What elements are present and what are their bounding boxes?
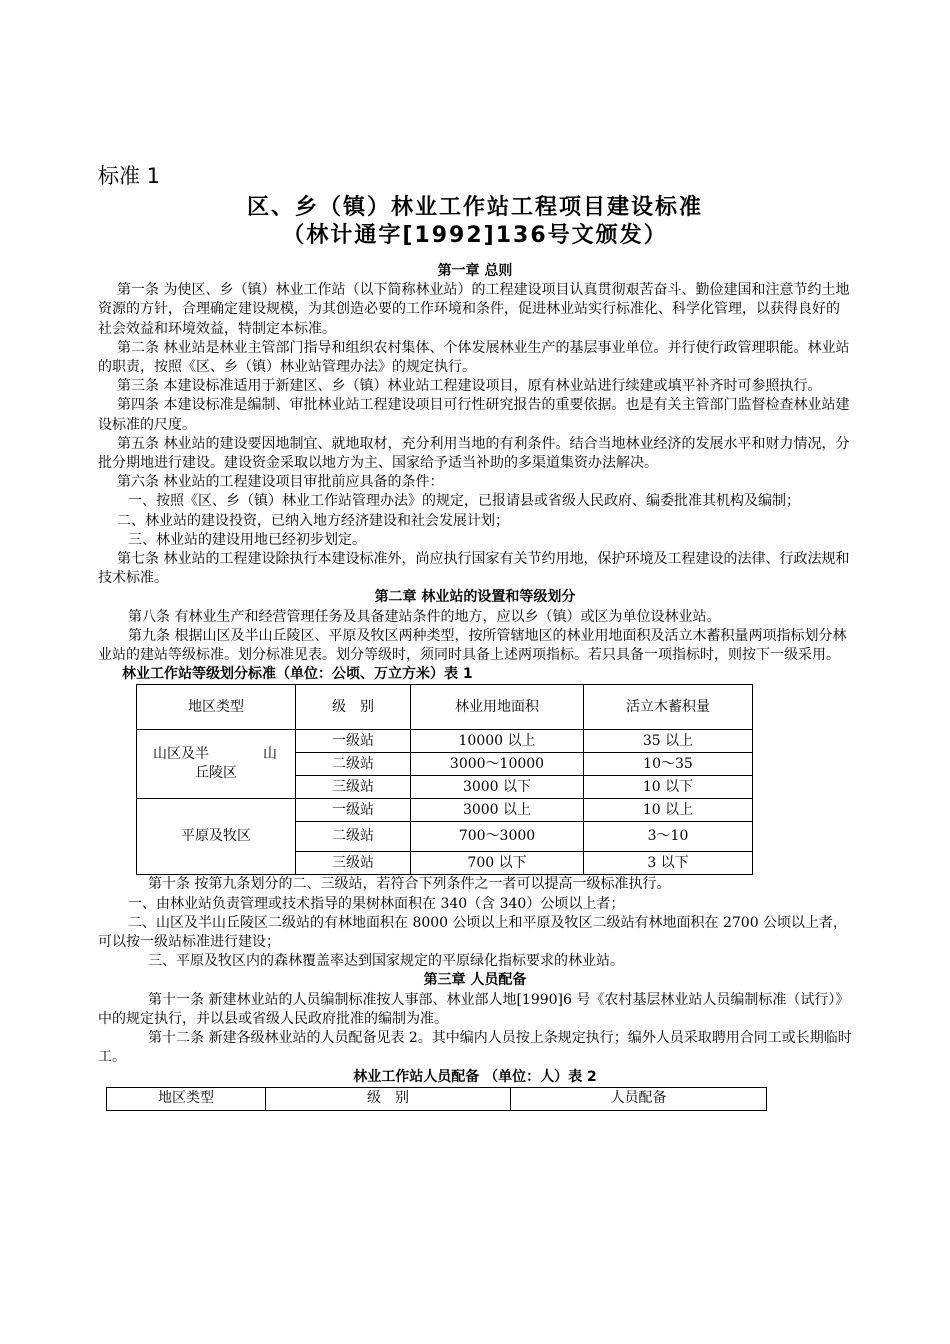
article-1: 第一条 为使区、乡（镇）林业工作站（以下简称林业站）的工程建设项目认真贯彻艰苦奋斗、勤俭建国和注意节约土地资源的方针，合理确定建设规模，为其创造必要的工作环境和条件，促进林业站实行标准化、科学化管理，以获得良好的社会效益和环境效益，特制定本标准。 — [98, 282, 850, 337]
article-8: 第八条 有林业生产和经营管理任务及具备建站条件的地方，应以乡（镇）或区为单位设林业站。 — [128, 608, 721, 625]
article-7: 第七条 林业站的工程建设除执行本建设标准外，尚应执行国家有关节约用地，保护环境及工程建设的法律、行政法规和技术标准。 — [98, 551, 850, 587]
header-cell: 活立木蓄积量 — [584, 685, 753, 730]
table-cell: 三级站 — [296, 776, 411, 799]
table-cell: 10～35 — [584, 753, 753, 776]
chapter-2-heading: 第二章 林业站的设置和等级划分 — [374, 589, 576, 606]
standard-label: 标准 1 — [98, 164, 161, 188]
table-1-caption: 林业工作站等级划分标准（单位：公顷、万立方米）表 1 — [122, 666, 473, 683]
table-header-row — [107, 1087, 767, 1110]
table-cell: 3000 以上 — [411, 799, 584, 822]
table-cell: 3 以下 — [584, 852, 753, 875]
table-row — [137, 799, 753, 822]
table-cell: 700 以下 — [411, 852, 584, 875]
region-cell: 平原及牧区 — [137, 799, 296, 875]
article-10-item-3: 三、平原及牧区内的森林覆盖率达到国家规定的平原绿化指标要求的林业站。 — [148, 953, 624, 970]
table-2-caption: 林业工作站人员配备 （单位：人）表 2 — [353, 1068, 597, 1085]
table-cell: 3～10 — [584, 822, 753, 852]
region-cell: 山区及半 山 丘陵区 — [137, 730, 296, 799]
grade-classification-table — [136, 684, 753, 875]
article-3: 第三条 本建设标准适用于新建区、乡（镇）林业站工程建设项目，原有林业站进行续建或填平补齐时可参照执行。 — [117, 378, 822, 395]
table-row — [137, 730, 753, 753]
article-6-item-1: 一、按照《区、乡（镇）林业工作站管理办法》的规定，已报请县或省级人民政府、编委批准其机构及编制； — [128, 493, 800, 510]
table-cell: 三级站 — [296, 852, 411, 875]
chapter-1-heading: 第一章 总则 — [437, 263, 513, 279]
table-cell: 10 以下 — [584, 776, 753, 799]
article-10-item-1: 一、由林业站负责管理或技术指导的果树林面积在 340（含 340）公顷以上者； — [128, 895, 625, 912]
table-cell: 35 以上 — [584, 730, 753, 753]
table-cell: 二级站 — [296, 753, 411, 776]
article-6-item-3: 三、林业站的建设用地已经初步划定。 — [128, 531, 366, 548]
article-6-item-2: 二、林业站的建设投资，已纳入地方经济建设和社会发展计划； — [117, 512, 509, 529]
header-cell: 级 别 — [296, 685, 411, 730]
table-cell: 3000 以下 — [411, 776, 584, 799]
table-cell: 二级站 — [296, 822, 411, 852]
article-10: 第十条 按第九条划分的二、三级站，若符合下列条件之一者可以提高一级标准执行。 — [148, 876, 671, 893]
table-header-row — [137, 685, 753, 730]
staffing-table — [106, 1087, 767, 1111]
table-cell: 一级站 — [296, 799, 411, 822]
article-4: 第四条 本建设标准是编制、审批林业站工程建设项目可行性研究报告的重要依据。也是有关主管部门监督检查林业站建设标准的尺度。 — [98, 397, 850, 433]
header-cell: 地区类型 — [107, 1087, 266, 1110]
article-9: 第九条 根据山区及半山丘陵区、平原及牧区两种类型，按所管辖地区的林业用地面积及活立木蓄积量两项指标划分林业站的建站等级标准。划分标准见表。划分等级时，须同时具备上述两项指标。若只具备一项指标时，则按下一级采用。 — [98, 627, 847, 664]
article-6: 第六条 林业站的工程建设项目审批前应具备的条件： — [117, 474, 444, 491]
article-5: 第五条 林业站的建设要因地制宜、就地取材，充分利用当地的有利条件。结合当地林业经济的发展水平和财力情况，分批分期地进行建设。建设资金采取以地方为主、国家给予适当补助的多渠道集资办法解决。 — [98, 435, 850, 472]
article-12: 第十二条 新建各级林业站的人员配备见表 2。其中编内人员按上条规定执行；编外人员采取聘用合同工或长期临时工。 — [98, 1030, 852, 1066]
article-2: 第二条 林业站是林业主管部门指导和组织农村集体、个体发展林业生产的基层事业单位。并行使行政管理职能。林业站的职责，按照《区、乡（镇）林业站管理办法》的规定执行。 — [98, 339, 850, 376]
header-cell: 人员配备 — [511, 1087, 767, 1110]
article-11: 第十一条 新建林业站的人员编制标准按人事部、林业部人地[1990]6 号《农村基层林业站人员编制标准（试行）》中的规定执行，并以县或省级人民政府批准的编制为准。 — [98, 991, 850, 1027]
article-10-item-2: 二、山区及半山丘陵区二级站的有林地面积在 8000 公顷以上和平原及牧区二级站有林地面积在 2700 公顷以上者，可以按一级站标准进行建设； — [98, 914, 848, 951]
document-title: 区、乡（镇）林业工作站工程项目建设标准 — [246, 195, 703, 220]
document-body — [98, 262, 852, 1111]
header-cell: 级 别 — [266, 1087, 511, 1110]
chapter-3-heading: 第三章 人员配备 — [423, 972, 527, 989]
table-cell: 10 以上 — [584, 799, 753, 822]
table-cell: 700～3000 — [411, 822, 584, 852]
table-cell: 一级站 — [296, 730, 411, 753]
table-cell: 10000 以上 — [411, 730, 584, 753]
document-subtitle: （林计通字[1992]136号文颁发） — [282, 223, 668, 248]
table-cell: 3000～10000 — [411, 753, 584, 776]
header-cell: 林业用地面积 — [411, 685, 584, 730]
header-cell: 地区类型 — [137, 685, 296, 730]
